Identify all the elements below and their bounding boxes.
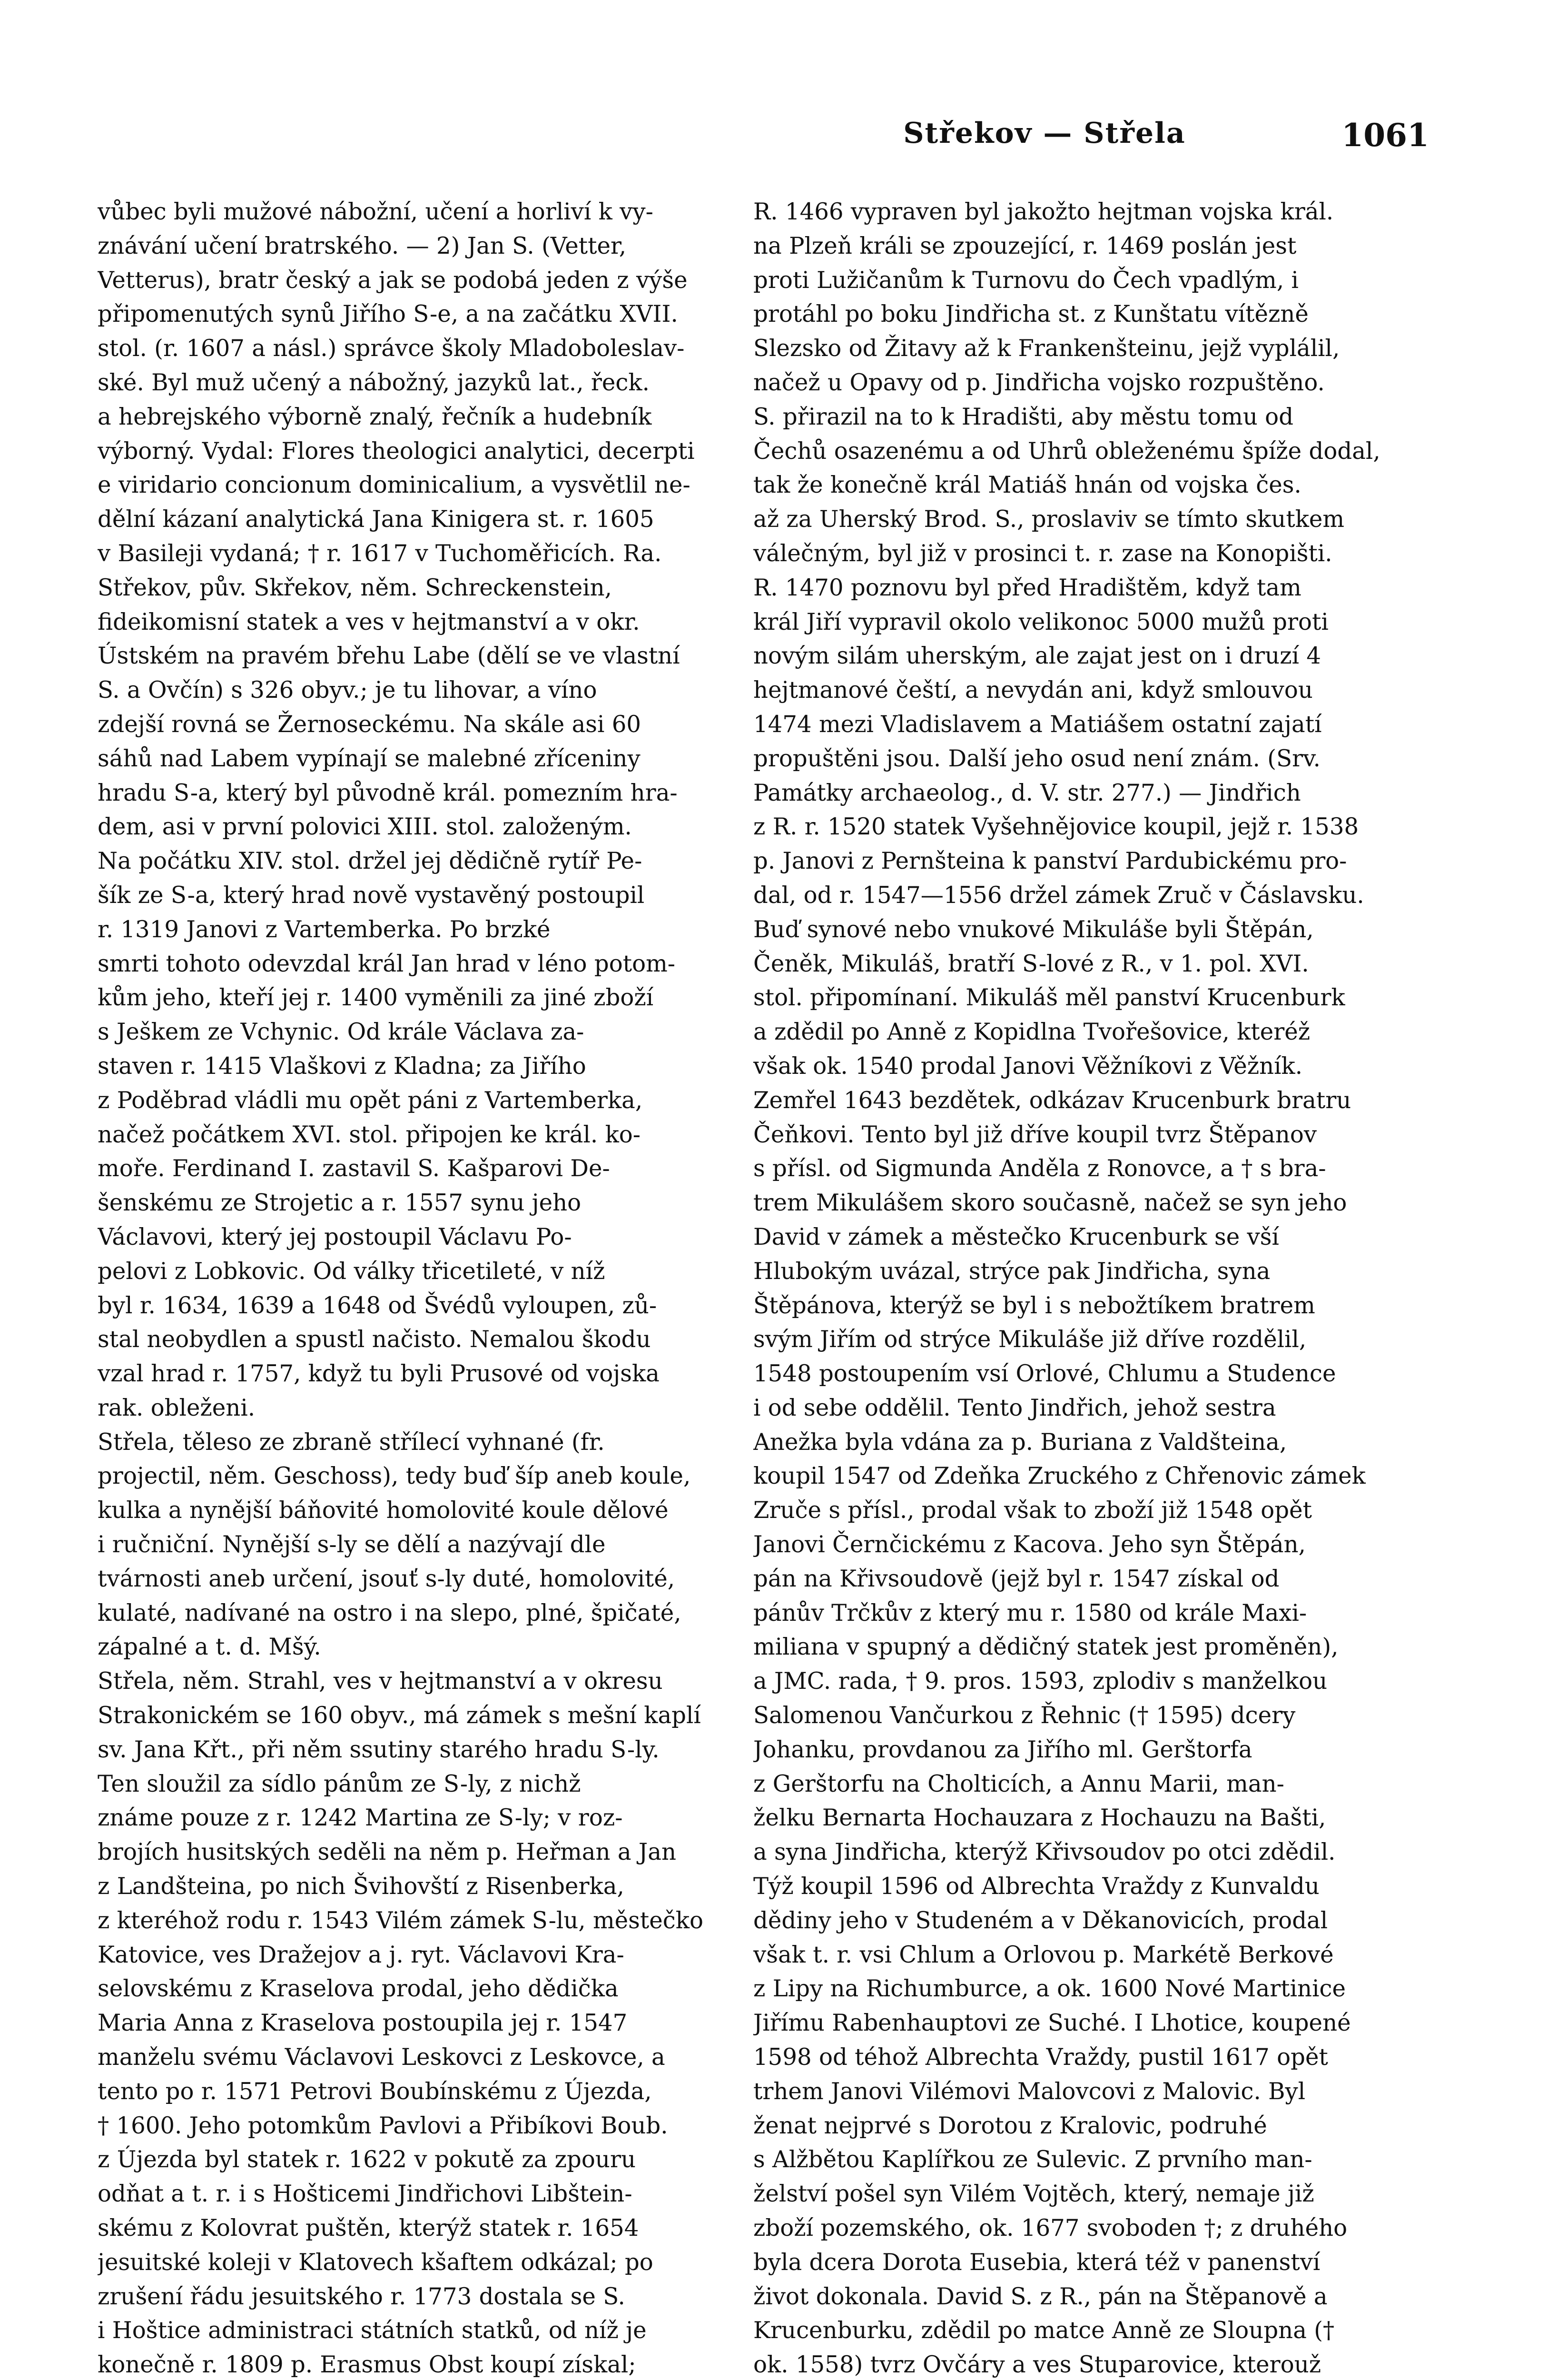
text-line: 1598 od téhož Albrechta Vraždy, pustil 1617 opět — [753, 2044, 1328, 2071]
text-line: proti Lužičanům k Turnovu do Čech vpadlým, i — [753, 267, 1299, 294]
text-line: z Poděbrad vládli mu opět páni z Vartemberka, — [98, 1087, 643, 1114]
text-line: novým silám uherským, ale zajat jest on i druzí 4 — [753, 643, 1321, 670]
text-line: Památky archaeolog., d. V. str. 277.) — Jindřich — [753, 779, 1301, 806]
text-line: a JMC. rada, † 9. pros. 1593, zplodiv s manželkou — [753, 1668, 1328, 1695]
text-line: známe pouze z r. 1242 Martina ze S-ly; v roz- — [98, 1805, 623, 1832]
text-line: zápalné a t. d. Mšý. — [98, 1634, 321, 1661]
text-line: a syna Jindřicha, kterýž Křivsoudov po otci zdědil. — [753, 1839, 1336, 1866]
text-line: Zemřel 1643 bezdětek, odkázav Krucenburk bratru — [753, 1087, 1351, 1114]
text-line: ženat nejprvé s Dorotou z Kralovic, podruhé — [753, 2112, 1267, 2139]
text-line: Na počátku XIV. stol. držel jej dědičně rytíř Pe- — [98, 848, 642, 875]
text-line: z Lipy na Richumburce, a ok. 1600 Nové Martinice — [753, 1975, 1346, 2003]
text-line: miliana v spupný a dědičný statek jest proměněn), — [753, 1634, 1339, 1661]
text-line: Zruče s přísl., prodal však to zboží již 1548 opět — [753, 1497, 1312, 1524]
text-line: kulaté, nadívané na ostro i na slepo, plné, špičaté, — [98, 1599, 681, 1626]
text-line: 1548 postoupením vsí Orlové, Chlumu a Studence — [753, 1360, 1336, 1388]
text-line: Čeněk, Mikuláš, bratří S-lové z R., v 1. pol. XVI. — [753, 950, 1309, 977]
text-line: s Ješkem ze Vchynic. Od krále Václava za- — [98, 1019, 584, 1046]
text-line: kulka a nynější báňovité homolovité koule dělové — [98, 1497, 669, 1524]
text-line: zdejší rovná se Žernoseckému. Na skále asi 60 — [98, 711, 641, 738]
text-line: z Gerštorfu na Cholticích, a Annu Marii, man- — [753, 1770, 1284, 1797]
text-line: dem, asi v první polovici XIII. stol. založeným. — [98, 813, 632, 841]
text-line: trem Mikulášem skoro současně, načež se syn jeho — [753, 1190, 1347, 1217]
text-line: ské. Byl muž učený a nábožný, jazyků lat., řeck. — [98, 369, 650, 396]
text-line: výborný. Vydal: Flores theologici analytici, decerpti — [98, 437, 695, 465]
text-line: tak že konečně král Matiáš hnán od vojska čes. — [753, 472, 1301, 499]
text-line: s Alžbětou Kaplířkou ze Sulevic. Z prvního man- — [753, 2146, 1312, 2173]
text-line: Hlubokým uvázal, strýce pak Jindřicha, syna — [753, 1258, 1271, 1285]
text-line: dědiny jeho v Studeném a v Děkanovicích, prodal — [753, 1907, 1328, 1934]
text-line: Katovice, ves Dražejov a j. ryt. Václavovi Kra- — [98, 1941, 624, 1968]
text-line: smrti tohoto odevzdal král Jan hrad v léno potom- — [98, 950, 676, 977]
text-line: připomenutých synů Jiřího S-e, a na začátku XVII. — [98, 301, 678, 328]
text-line: 1474 mezi Vladislavem a Matiášem ostatní zajatí — [753, 711, 1322, 738]
text-line: král Jiří vypravil okolo velikonoc 5000 mužů proti — [753, 608, 1329, 635]
text-line: s přísl. od Sigmunda Anděla z Ronovce, a † s bra- — [753, 1155, 1326, 1182]
text-line: moře. Ferdinand I. zastavil S. Kašparovi De- — [98, 1155, 610, 1182]
right-column — [753, 195, 1431, 2380]
text-line: želství pošel syn Vilém Vojtěch, který, nemaje již — [753, 2181, 1314, 2208]
running-header — [754, 117, 1429, 169]
text-line: rak. obleženi. — [98, 1394, 256, 1421]
text-line: kům jeho, kteří jej r. 1400 vyměnili za jiné zboží — [98, 984, 654, 1012]
text-line: až za Uherský Brod. S., proslaviv se tímto skutkem — [753, 506, 1345, 533]
text-line: Střela, těleso ze zbraně střílecí vyhnané (fr. — [98, 1428, 605, 1456]
text-line: e viridario concionum dominicalium, a vysvětlil ne- — [98, 472, 690, 499]
text-line: vůbec byli mužové nábožní, učení a horliví k vy- — [98, 198, 653, 225]
text-line: trhem Janovi Vilémovi Malovcovi z Malovic. Byl — [753, 2078, 1306, 2105]
text-line: Václavovi, který jej postoupil Václavu Po- — [98, 1223, 572, 1250]
text-line: život dokonala. David S. z R., pán na Štěpanově a — [753, 2283, 1328, 2310]
text-line: z Újezda byl statek r. 1622 v pokutě za zpouru — [98, 2146, 636, 2173]
text-line: manželu svému Václavovi Leskovci z Leskovce, a — [98, 2044, 665, 2071]
text-line: dělní kázaní analytická Jana Kinigera st. r. 1605 — [98, 506, 654, 533]
text-line: znávání učení bratrského. — 2) Jan S. (Vetter, — [98, 232, 627, 259]
text-line: odňat a t. r. i s Hošticemi Jindřichovi Libštein- — [98, 2181, 632, 2208]
text-line: protáhl po boku Jindřicha st. z Kunštatu vítězně — [753, 301, 1309, 328]
text-line: a zdědil po Anně z Kopidlna Tvořešovice, kteréž — [753, 1019, 1311, 1046]
text-line: R. 1466 vypraven byl jakožto hejtman vojska král. — [753, 198, 1334, 225]
text-line: z R. r. 1520 statek Vyšehnějovice koupil, jejž r. 1538 — [753, 813, 1359, 841]
text-line: sáhů nad Labem vypínají se malebné zříceniny — [98, 745, 641, 772]
text-line: stol. připomínaní. Mikuláš měl panství Krucenburk — [753, 984, 1345, 1012]
text-line: válečným, byl již v prosinci t. r. zase na Konopišti. — [753, 540, 1332, 567]
text-line: šík ze S-a, který hrad nově vystavěný postoupil — [98, 882, 645, 909]
text-line: a hebrejského výborně znalý, řečník a hudebník — [98, 403, 652, 430]
text-line: S. a Ovčín) s 326 obyv.; je tu lihovar, a víno — [98, 677, 597, 704]
text-line: fideikomisní statek a ves v hejtmanství a v okr. — [98, 608, 640, 635]
text-line: z Landšteina, po nich Švihovští z Risenberka, — [98, 1873, 624, 1900]
text-line: šenskému ze Strojetic a r. 1557 synu jeho — [98, 1190, 581, 1217]
text-line: Týž koupil 1596 od Albrechta Vraždy z Kunvaldu — [753, 1873, 1320, 1900]
text-line: Vetterus), bratr český a jak se podobá jeden z výše — [98, 267, 688, 294]
text-line: Čechů osazenému a od Uhrů obleženému špíže dodal, — [753, 437, 1380, 465]
text-line: byla dcera Dorota Eusebia, která též v panenství — [753, 2249, 1321, 2276]
text-line: na Plzeň králi se zpouzející, r. 1469 poslán jest — [753, 232, 1297, 259]
text-line: hradu S-a, který byl původně král. pomezním hra- — [98, 779, 678, 806]
text-line: z kteréhož rodu r. 1543 Vilém zámek S-lu, městečko — [98, 1907, 703, 1934]
text-line: pánův Trčkův z který mu r. 1580 od krále Maxi- — [753, 1599, 1307, 1626]
text-line: David v zámek a městečko Krucenburk se vší — [753, 1223, 1279, 1250]
text-line: brojích husitských seděli na něm p. Heřman a Jan — [98, 1839, 677, 1866]
text-line: tento po r. 1571 Petrovi Boubínskému z Újezda, — [98, 2078, 652, 2105]
text-line: v Basileji vydaná; † r. 1617 v Tuchoměřicích. Ra. — [98, 540, 662, 567]
text-line: Ten sloužil za sídlo pánům ze S-ly, z nichž — [98, 1770, 581, 1797]
text-line: Štěpánova, kterýž se byl i s nebožtíkem bratrem — [753, 1292, 1315, 1319]
text-line: i Hoštice administraci státních statků, od níž je — [98, 2317, 647, 2344]
text-line: dal, od r. 1547—1556 držel zámek Zruč v Čáslavsku. — [753, 882, 1364, 909]
text-line: p. Janovi z Pernšteina k panství Pardubickému pro- — [753, 848, 1347, 875]
text-line: byl r. 1634, 1639 a 1648 od Švédů vyloupen, zů- — [98, 1292, 657, 1319]
text-line: Strakonickém se 160 obyv., má zámek s mešní kaplí — [98, 1702, 701, 1729]
text-line: pelovi z Lobkovic. Od války třicetileté, v níž — [98, 1258, 605, 1285]
text-line: Slezsko od Žitavy až k Frankenšteinu, jejž vyplálil, — [753, 335, 1340, 362]
text-line: Jiřímu Rabenhauptovi ze Suché. I Lhotice, koupené — [753, 2010, 1351, 2037]
text-line: r. 1319 Janovi z Vartemberka. Po brzké — [98, 916, 551, 943]
text-line: sv. Jana Křt., při něm ssutiny starého hradu S-ly. — [98, 1736, 660, 1763]
text-line: Janovi Černčickému z Kacova. Jeho syn Štěpán, — [753, 1531, 1306, 1558]
text-line: stol. (r. 1607 a násl.) správce školy Mladoboleslav- — [98, 335, 685, 362]
text-line: Střela, něm. Strahl, ves v hejtmanství a v okresu — [98, 1668, 663, 1695]
text-line: tvárnosti aneb určení, jsouť s-ly duté, homolovité, — [98, 1565, 675, 1592]
text-line: zrušení řádu jesuitského r. 1773 dostala se S. — [98, 2283, 625, 2310]
text-line: skému z Kolovrat puštěn, kterýž statek r. 1654 — [98, 2215, 639, 2242]
text-line: Krucenburku, zdědil po matce Anně ze Sloupna († — [753, 2317, 1335, 2344]
text-line: pán na Křivsoudově (jejž byl r. 1547 získal od — [753, 1565, 1280, 1592]
text-line: načež počátkem XVI. stol. připojen ke král. ko- — [98, 1121, 641, 1148]
text-line: Ústském na pravém břehu Labe (dělí se ve vlastní — [98, 643, 680, 670]
text-line: koupil 1547 od Zdeňka Zruckého z Chřenovic zámek — [753, 1463, 1366, 1490]
text-line: Salomenou Vančurkou z Řehnic († 1595) dcery — [753, 1702, 1296, 1729]
text-line: však t. r. vsi Chlum a Orlovou p. Markétě Berkové — [753, 1941, 1334, 1968]
text-line: projectil, něm. Geschoss), tedy buď šíp aneb koule, — [98, 1463, 691, 1490]
text-line: selovskému z Kraselova prodal, jeho dědička — [98, 1975, 619, 2003]
text-line: zboží pozemského, ok. 1677 svoboden †; z druhého — [753, 2215, 1348, 2242]
text-line: načež u Opavy od p. Jindřicha vojsko rozpuštěno. — [753, 369, 1325, 396]
text-line: vzal hrad r. 1757, když tu byli Prusové od vojska — [98, 1360, 660, 1388]
text-line: S. přirazil na to k Hradišti, aby městu tomu od — [753, 403, 1294, 430]
page-title: Střekov — Střela — [903, 117, 1186, 150]
text-line: jesuitské koleji v Klatovech kšaftem odkázal; po — [98, 2249, 653, 2276]
left-column — [98, 195, 776, 2380]
text-line: Maria Anna z Kraselova postoupila jej r. 1547 — [98, 2010, 628, 2037]
text-line: i ručniční. Nynější s-ly se dělí a nazývají dle — [98, 1531, 606, 1558]
text-line: R. 1470 poznovu byl před Hradištěm, když tam — [753, 574, 1301, 601]
text-line: staven r. 1415 Vlaškovi z Kladna; za Jiřího — [98, 1052, 586, 1080]
text-line: Anežka byla vdána za p. Buriana z Valdšteina, — [753, 1428, 1287, 1456]
text-line: ok. 1558) tvrz Ovčáry a ves Stuparovice, kterouž — [753, 2351, 1321, 2379]
text-line: Čeňkovi. Tento byl již dříve koupil tvrz Štěpanov — [753, 1121, 1317, 1148]
text-line: Střekov, pův. Skřekov, něm. Schreckenstein, — [98, 574, 612, 601]
text-line: Buď synové nebo vnukové Mikuláše byli Štěpán, — [753, 916, 1314, 943]
text-line: svým Jiřím od strýce Mikuláše již dříve rozdělil, — [753, 1326, 1307, 1353]
text-line: konečně r. 1809 p. Erasmus Obst koupí získal; — [98, 2351, 636, 2379]
page-number: 1061 — [1341, 117, 1429, 154]
text-line: hejtmanové čeští, a nevydán ani, když smlouvou — [753, 677, 1313, 704]
text-line: † 1600. Jeho potomkům Pavlovi a Přibíkovi Boub. — [98, 2112, 668, 2139]
text-line: želku Bernarta Hochauzara z Hochauzu na Bašti, — [753, 1805, 1326, 1832]
text-line: i od sebe oddělil. Tento Jindřich, jehož sestra — [753, 1394, 1276, 1421]
text-line: Johanku, provdanou za Jiřího ml. Gerštorfa — [753, 1736, 1252, 1763]
text-line: stal neobydlen a spustl načisto. Nemalou škodu — [98, 1326, 651, 1353]
text-line: však ok. 1540 prodal Janovi Věžníkovi z Věžník. — [753, 1052, 1303, 1080]
text-line: propuštěni jsou. Další jeho osud není znám. (Srv. — [753, 745, 1321, 772]
